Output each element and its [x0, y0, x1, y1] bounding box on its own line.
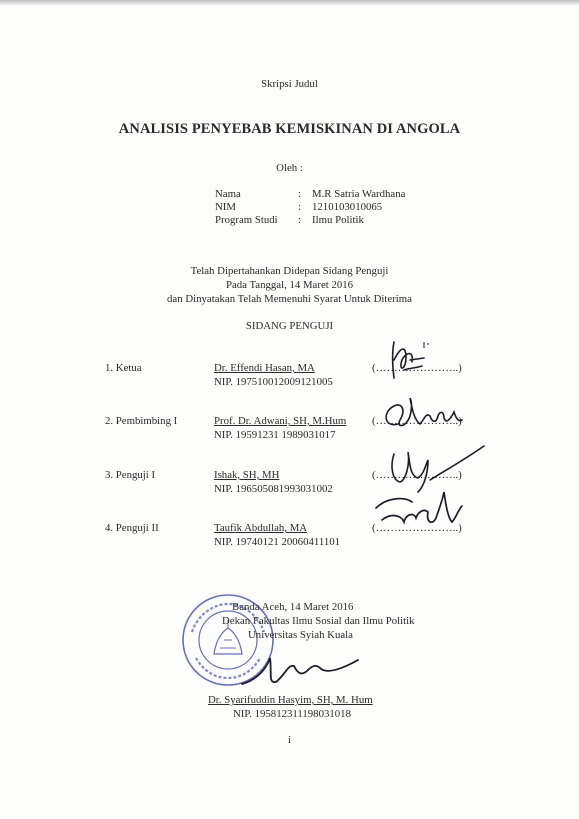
member-name: Prof. Dr. Adwani, SH, M.Hum: [214, 415, 347, 427]
name-colon: :: [298, 188, 301, 200]
signature-2-image: [376, 394, 476, 438]
signature-line: (…………………..): [372, 415, 462, 427]
university-name: Universitas Syiah Kuala: [248, 629, 353, 641]
member-name: Dr. Effendi Hasan, MA: [214, 362, 315, 374]
defense-line-2: Pada Tanggal, 14 Maret 2016: [225, 279, 354, 291]
defense-line-1: Telah Dipertahankan Didepan Sidang Penguji: [190, 265, 389, 277]
page-number: i: [288, 734, 291, 746]
signature-4-image: [372, 488, 472, 538]
member-nip: NIP. 19740121 20060411101: [214, 536, 341, 548]
signature-1-image: [380, 338, 440, 388]
signature-line: (…………………..): [372, 522, 462, 534]
dean-position: Dekan Fakultas Ilmu Sosial dan Ilmu Politik: [222, 615, 415, 627]
member-role: 4. Penguji II: [105, 522, 159, 534]
member-name: Ishak, SH, MH: [214, 469, 280, 481]
name-value: M.R Satria Wardhana: [312, 188, 406, 200]
dean-nip: NIP. 195812311198031018: [233, 708, 351, 720]
member-role: 1. Ketua: [105, 362, 142, 374]
thesis-title: ANALISIS PENYEBAB KEMISKINAN DI ANGOLA: [118, 121, 461, 137]
member-nip: NIP. 196505081993031002: [214, 483, 333, 495]
program-colon: :: [298, 214, 301, 226]
by-label: Oleh :: [276, 162, 303, 174]
signature-line: (…………………..): [372, 362, 462, 374]
approval-place-date: Banda Aceh, 14 Maret 2016: [232, 601, 354, 613]
nim-colon: :: [298, 201, 301, 213]
nim-value: 1210103010065: [312, 201, 383, 213]
defense-line-3: dan Dinyatakan Telah Memenuhi Syarat Untuk Diterima: [167, 293, 412, 305]
committee-heading: SIDANG PENGUJI: [245, 320, 334, 332]
member-role: 3. Penguji I: [105, 469, 156, 481]
member-nip: NIP. 19591231 1989031017: [214, 429, 336, 441]
member-nip: NIP. 197510012009121005: [214, 376, 333, 388]
program-label: Program Studi: [215, 214, 278, 226]
member-name: Taufik Abdullah, MA: [214, 522, 308, 534]
member-role: 2. Pembimbing I: [105, 415, 178, 427]
scan-edge: [0, 0, 579, 6]
dean-name: Dr. Syarifuddin Hasyim, SH, M. Hum: [208, 694, 373, 706]
name-label: Nama: [215, 188, 241, 200]
nim-label: NIM: [215, 201, 236, 213]
signature-line: (…………………..): [372, 469, 462, 481]
dean-signature-image: [236, 644, 366, 692]
program-value: Ilmu Politik: [312, 214, 364, 226]
document-type-label: Skripsi Judul: [261, 78, 318, 90]
